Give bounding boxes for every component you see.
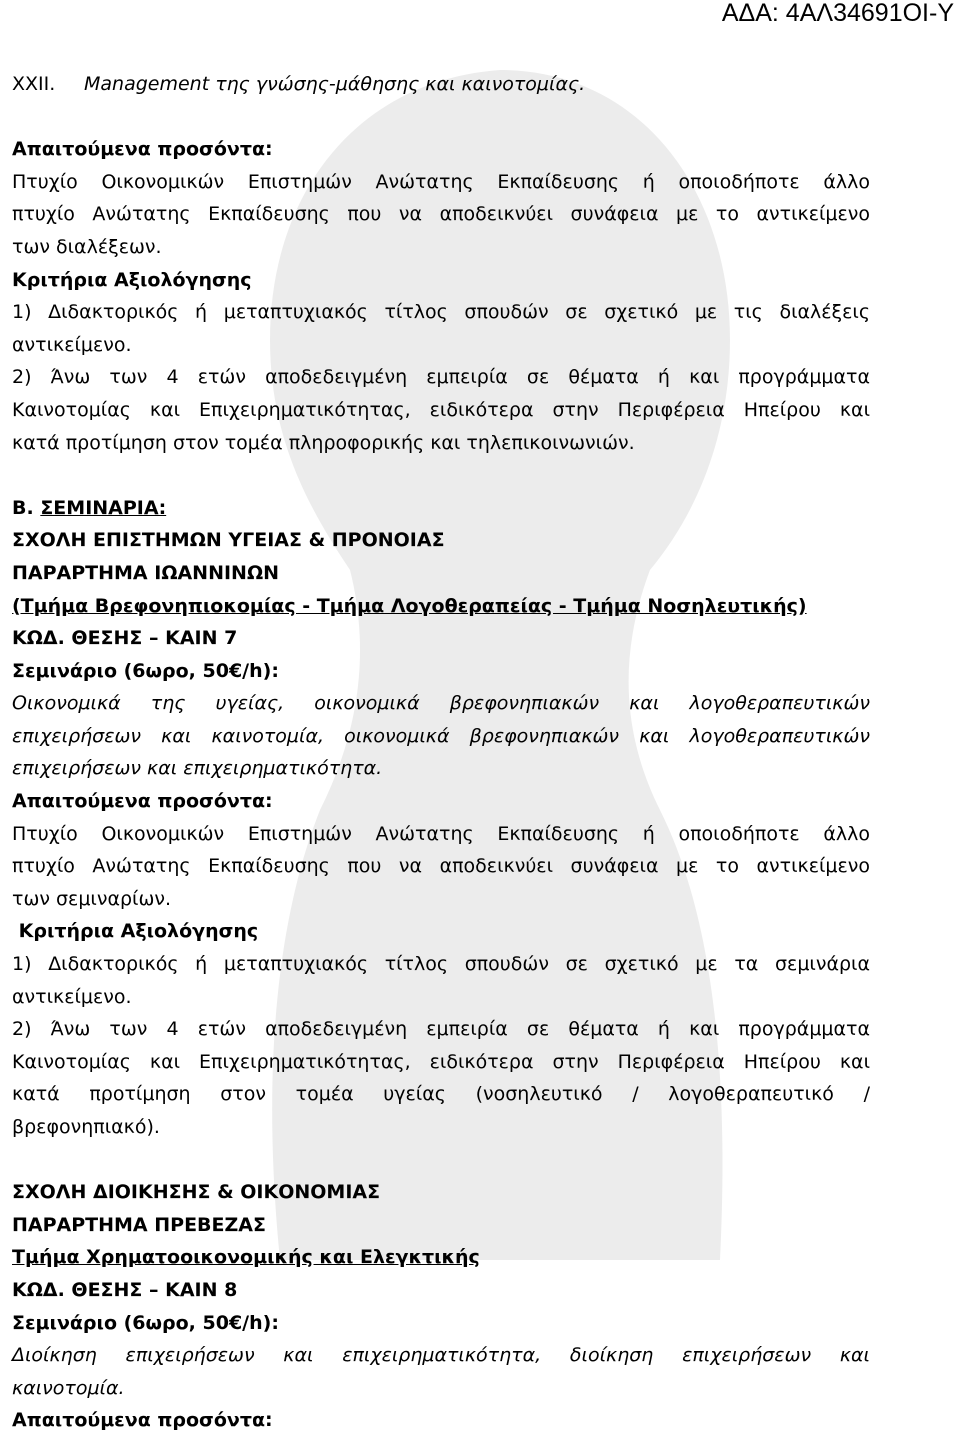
criterion-line: κατά προτίμηση στον τομέα υγείας (νοσηλευτικό / λογοθεραπευτικό /	[12, 1083, 870, 1106]
position-code: ΚΩΔ. ΘΕΣΗΣ – ΚΑΙΝ 8	[12, 1278, 238, 1301]
criterion-line: κατά προτίμηση στον τομέα πληροφορικής και τηλεπικοινωνιών.	[12, 431, 635, 454]
departments: (Τμήμα Βρεφονηπιοκομίας - Τμήμα Λογοθεραπείας - Τμήμα Νοσηλευτικής)	[12, 594, 807, 617]
criteria-label: Κριτήρια Αξιολόγησης	[12, 920, 259, 943]
criterion-line: αντικείμενο.	[12, 985, 132, 1008]
section-xxii-heading	[12, 68, 870, 101]
section-numeral: XXII.	[12, 73, 56, 95]
section-b-heading: ΣΕΜΙΝΑΡΙΑ:	[40, 496, 167, 519]
requirements-line: των σεμιναρίων.	[12, 887, 172, 910]
requirements-line: πτυχίο Ανώτατης Εκπαίδευσης που να αποδεικνύει συνάφεια με το αντικείμενο	[12, 203, 870, 226]
requirements-label: Απαιτούμενα προσόντα:	[12, 1409, 273, 1432]
requirements-label: Απαιτούμενα προσόντα:	[12, 790, 273, 813]
criterion-line: αντικείμενο.	[12, 333, 132, 356]
criterion-line: Καινοτομίας και Επιχειρηματικότητας, ειδικότερα στην Περιφέρεια Ηπείρου και	[12, 398, 870, 421]
criterion-line: 1) Διδακτορικός ή μεταπτυχιακός τίτλος σπουδών σε σχετικό με τις διαλέξεις	[12, 301, 870, 324]
seminar-topic-line: επιχειρήσεων και επιχειρηματικότητα.	[12, 757, 383, 780]
criterion-line: 2) Άνω των 4 ετών αποδεδειγμένη εμπειρία σε θέματα ή και προγράμματα	[12, 1018, 870, 1041]
document-body	[12, 68, 870, 1437]
requirements-line: πτυχίο Ανώτατης Εκπαίδευσης που να αποδεικνύει συνάφεια με το αντικείμενο	[12, 855, 870, 878]
seminar-topic-line: Οικονομικά της υγείας, οικονομικά βρεφονηπιακών και λογοθεραπευτικών	[12, 692, 870, 715]
section-title: Management της γνώσης-μάθησης και καινοτομίας.	[84, 73, 586, 95]
branch-name: ΠΑΡΑΡΤΗΜΑ ΙΩΑΝΝΙΝΩΝ	[12, 561, 280, 584]
criteria-label: Κριτήρια Αξιολόγησης	[12, 268, 252, 291]
seminar-topic-line: Διοίκηση επιχειρήσεων και επιχειρηματικότητα, διοίκηση επιχειρήσεων και	[12, 1344, 870, 1367]
criterion-line: Καινοτομίας και Επιχειρηματικότητας, ειδικότερα στην Περιφέρεια Ηπείρου και	[12, 1050, 870, 1073]
criterion-line: 1) Διδακτορικός ή μεταπτυχιακός τίτλος σπουδών σε σχετικό με τα σεμινάρια	[12, 953, 870, 976]
section-b-title	[12, 492, 870, 525]
section-b-prefix: Β.	[12, 496, 41, 519]
seminar-topic-line: επιχειρήσεων και καινοτομία, οικονομικά βρεφονηπιακών και λογοθεραπευτικών	[12, 724, 870, 747]
requirements-line: Πτυχίο Οικονομικών Επιστημών Ανώτατης Εκπαίδευσης ή οποιοδήποτε άλλο	[12, 822, 870, 845]
department-name: Τμήμα Χρηματοοικονομικής και Ελεγκτικής	[12, 1246, 480, 1269]
position-code: ΚΩΔ. ΘΕΣΗΣ – ΚΑΙΝ 7	[12, 627, 238, 650]
school-name: ΣΧΟΛΗ ΔΙΟΙΚΗΣΗΣ & ΟΙΚΟΝΟΜΙΑΣ	[12, 1181, 381, 1204]
school-name: ΣΧΟΛΗ ΕΠΙΣΤΗΜΩΝ ΥΓΕΙΑΣ & ΠΡΟΝΟΙΑΣ	[12, 529, 445, 552]
seminar-label: Σεμινάριο (6ωρο, 50€/h):	[12, 659, 279, 682]
criterion-line: 2) Άνω των 4 ετών αποδεδειγμένη εμπειρία σε θέματα ή και προγράμματα	[12, 366, 870, 389]
criterion-line: βρεφονηπιακό).	[12, 1116, 160, 1138]
seminar-topic-line: καινοτομία.	[12, 1376, 125, 1399]
branch-name: ΠΑΡΑΡΤΗΜΑ ΠΡΕΒΕΖΑΣ	[12, 1213, 266, 1236]
requirements-line: των διαλέξεων.	[12, 235, 162, 258]
ada-code: ΑΔΑ: 4ΑΛ34691ΟΙ-Υ	[721, 0, 954, 27]
requirements-label: Απαιτούμενα προσόντα:	[12, 138, 273, 161]
seminar-label: Σεμινάριο (6ωρο, 50€/h):	[12, 1311, 279, 1334]
requirements-line: Πτυχίο Οικονομικών Επιστημών Ανώτατης Εκπαίδευσης ή οποιοδήποτε άλλο	[12, 170, 870, 193]
